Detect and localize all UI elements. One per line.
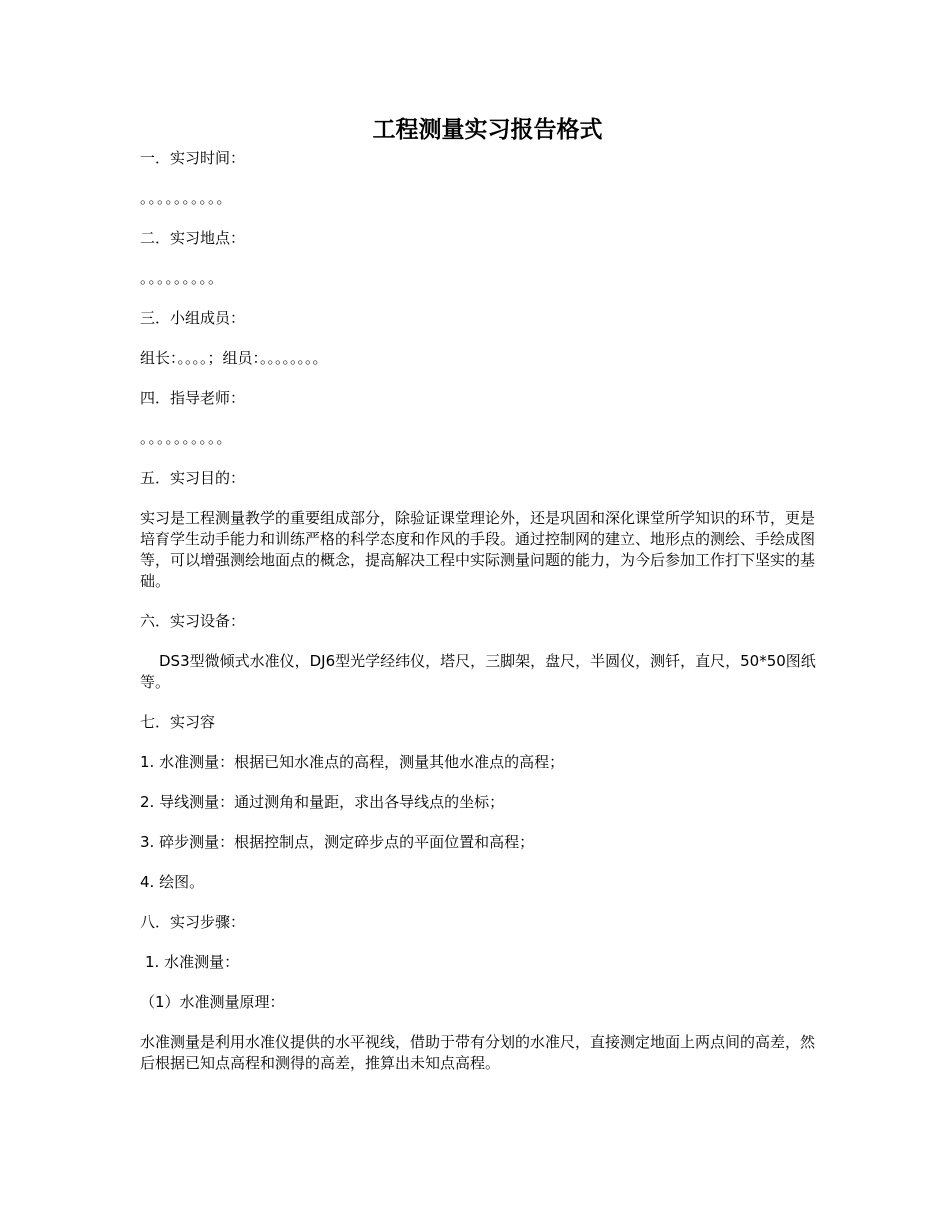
document-page [140,112,825,1074]
section-heading-members: 三．小组成员： [140,309,246,327]
section-heading-equipment: 六．实习设备： [140,612,246,630]
section-body-leveling-principle: 水准测量是利用水准仪提供的水平视线，借助于带有分划的水准尺，直接测定地面上两点间的高差，然后根据已知点高程和测得的高差，推算出未知点高程。 [140,1033,816,1072]
section-body-purpose: 实习是工程测量教学的重要组成部分，除验证课堂理论外，还是巩固和深化课堂所学知识的环节，更是培育学生动手能力和训练严格的科学态度和作风的手段。通过控制网的建立、地形点的测绘、手绘成图等，可以增强测绘地面点的概念，提高解决工程中实际测量问题的能力，为今后参加工作打下坚实的基础。 [140,509,816,590]
section-heading-content: 七．实习容 [140,713,216,731]
section-heading-time: 一．实习时间： [140,149,246,167]
section-heading-steps: 八．实习步骤： [140,913,246,931]
section-heading-teacher: 四．指导老师： [140,389,246,407]
content-item: 1. 水准测量：根据已知水准点的高程，测量其他水准点的高程； [140,753,565,771]
content-item: 3. 碎步测量：根据控制点，测定碎步点的平面位置和高程； [140,833,535,851]
document-title: 工程测量实习报告格式 [372,117,603,143]
subsection-heading-leveling-principle: （1）水准测量原理： [140,993,285,1011]
section-body-equipment: DS3型微倾式水准仪，DJ6型光学经纬仪，塔尺，三脚架，盘尺，半圆仪，测钎，直尺，50*50图纸等。 [140,652,816,691]
content-item: 2. 导线测量：通过测角和量距，求出各导线点的坐标； [140,793,505,811]
section-heading-purpose: 五．实习目的： [140,469,246,487]
section-value-teacher: 。。。。。。。。。。 [140,429,233,447]
section-value-time: 。。。。。。。。。。 [140,189,233,207]
section-value-members: 组长：。。。。；组员：。。。。。。。。 [140,349,328,367]
section-value-location: 。。。。。。。。。 [140,269,225,287]
subsection-heading-leveling: 1. 水准测量： [145,953,240,971]
content-item: 4. 绘图。 [140,873,205,891]
section-heading-location: 二．实习地点： [140,229,246,247]
